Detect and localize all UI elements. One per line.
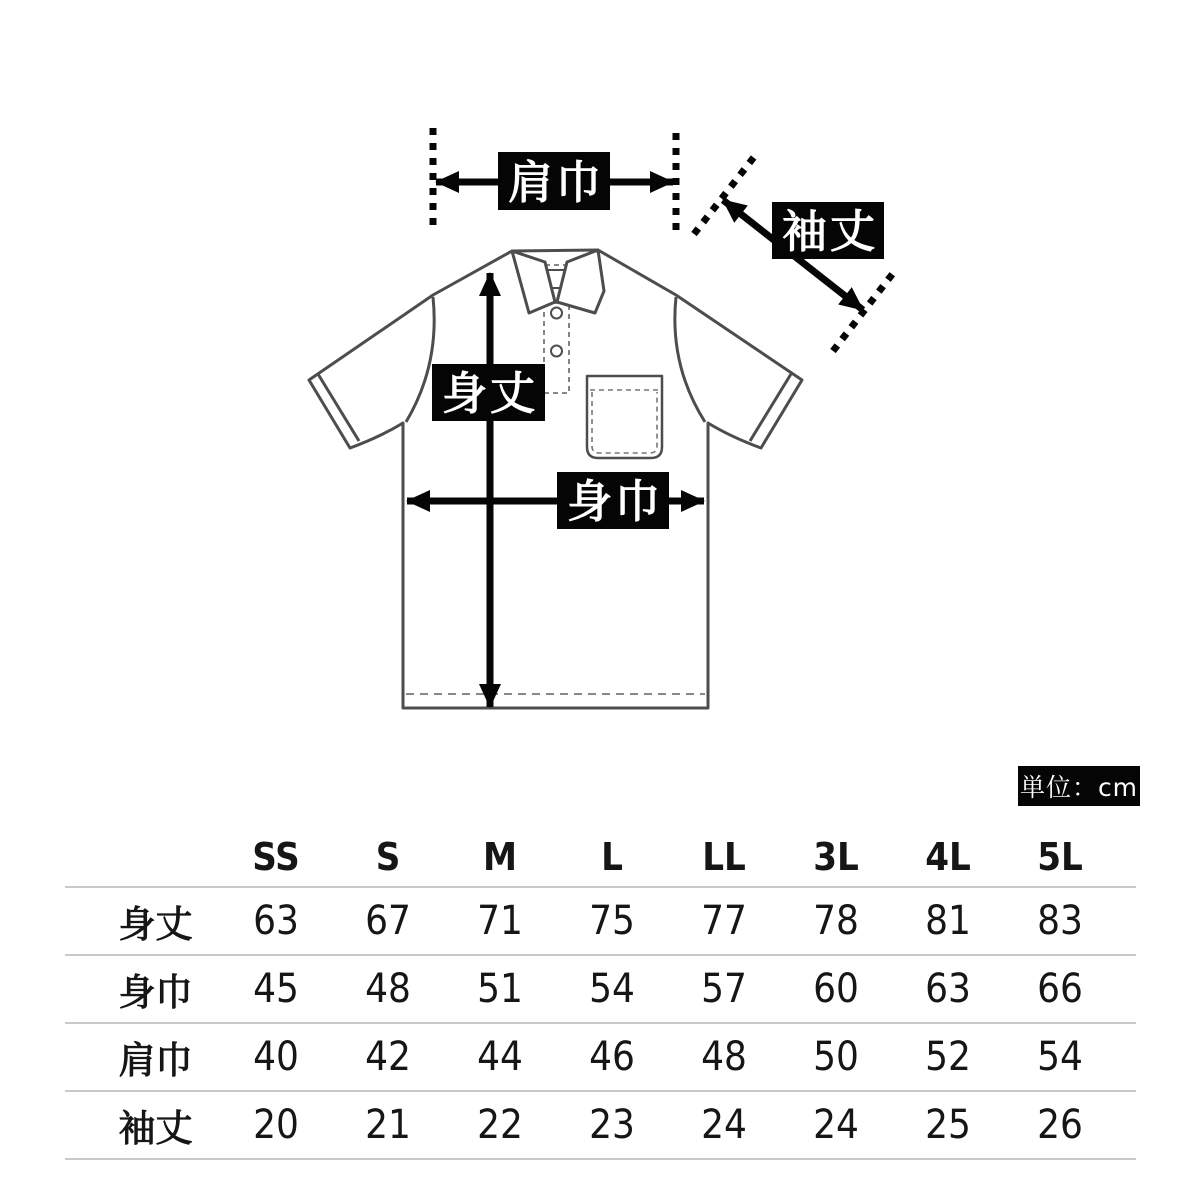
measurement-row-label: 袖丈 — [118, 1107, 193, 1150]
shoulder-width-label: 肩巾 — [507, 156, 605, 209]
measurement-value: 22 — [477, 1102, 523, 1148]
size-column-header: S — [375, 835, 401, 879]
measurement-value: 77 — [701, 898, 747, 944]
measurement-value: 40 — [253, 1034, 299, 1080]
measurement-value: 21 — [365, 1102, 411, 1148]
measurement-value: 44 — [477, 1034, 523, 1080]
measurement-value: 75 — [589, 898, 635, 944]
measurement-value: 52 — [925, 1034, 971, 1080]
measurement-value: 63 — [925, 966, 971, 1012]
size-column-header: 4L — [925, 835, 971, 879]
size-column-header: LL — [702, 835, 746, 879]
measurement-value: 48 — [701, 1034, 747, 1080]
size-column-header: SS — [252, 835, 300, 879]
measurement-row-label: 肩巾 — [118, 1039, 193, 1082]
measurement-value: 25 — [925, 1102, 971, 1148]
measurement-value: 24 — [813, 1102, 859, 1148]
measurement-value: 54 — [1037, 1034, 1083, 1080]
size-column-header: L — [601, 835, 623, 879]
measurement-value: 26 — [1037, 1102, 1083, 1148]
measurement-row-label: 身巾 — [118, 971, 193, 1014]
measurement-value: 23 — [589, 1102, 635, 1148]
measurement-value: 24 — [701, 1102, 747, 1148]
sleeve-guide-upper — [694, 157, 754, 234]
measurement-value: 45 — [253, 966, 299, 1012]
measurement-value: 54 — [589, 966, 635, 1012]
measurement-value: 48 — [365, 966, 411, 1012]
sleeve-length-label: 袖丈 — [781, 205, 879, 258]
body-width-label: 身巾 — [566, 475, 664, 528]
size-table-header-row — [65, 828, 1136, 886]
measurement-value: 83 — [1037, 898, 1083, 944]
body-length-label: 身丈 — [441, 367, 539, 420]
size-column-header: 3L — [813, 835, 859, 879]
measurement-value: 42 — [365, 1034, 411, 1080]
measurement-value: 20 — [253, 1102, 299, 1148]
sleeve-guide-lower — [833, 272, 894, 351]
measurement-row — [65, 886, 1136, 954]
measurement-row-label: 身丈 — [118, 903, 193, 946]
measurement-value: 78 — [813, 898, 859, 944]
size-column-header: 5L — [1037, 835, 1083, 879]
measurement-value: 71 — [477, 898, 523, 944]
size-table — [65, 828, 1136, 1160]
button — [551, 308, 562, 319]
measurement-value: 46 — [589, 1034, 635, 1080]
measurement-value: 81 — [925, 898, 971, 944]
measurement-value: 51 — [477, 966, 523, 1012]
measurement-value: 60 — [813, 966, 859, 1012]
size-column-header: M — [482, 835, 518, 879]
chest-pocket — [587, 376, 662, 458]
measurement-value: 50 — [813, 1034, 859, 1080]
measurement-row — [65, 1022, 1136, 1090]
measurement-row — [65, 954, 1136, 1022]
measurement-row — [65, 1090, 1136, 1160]
measurement-value: 57 — [701, 966, 747, 1012]
unit-badge: 単位：cm — [1018, 766, 1140, 806]
measurement-value: 66 — [1037, 966, 1083, 1012]
polo-shirt-illustration — [309, 250, 802, 708]
measurement-value: 67 — [365, 898, 411, 944]
button — [551, 346, 562, 357]
measurement-value: 63 — [253, 898, 299, 944]
